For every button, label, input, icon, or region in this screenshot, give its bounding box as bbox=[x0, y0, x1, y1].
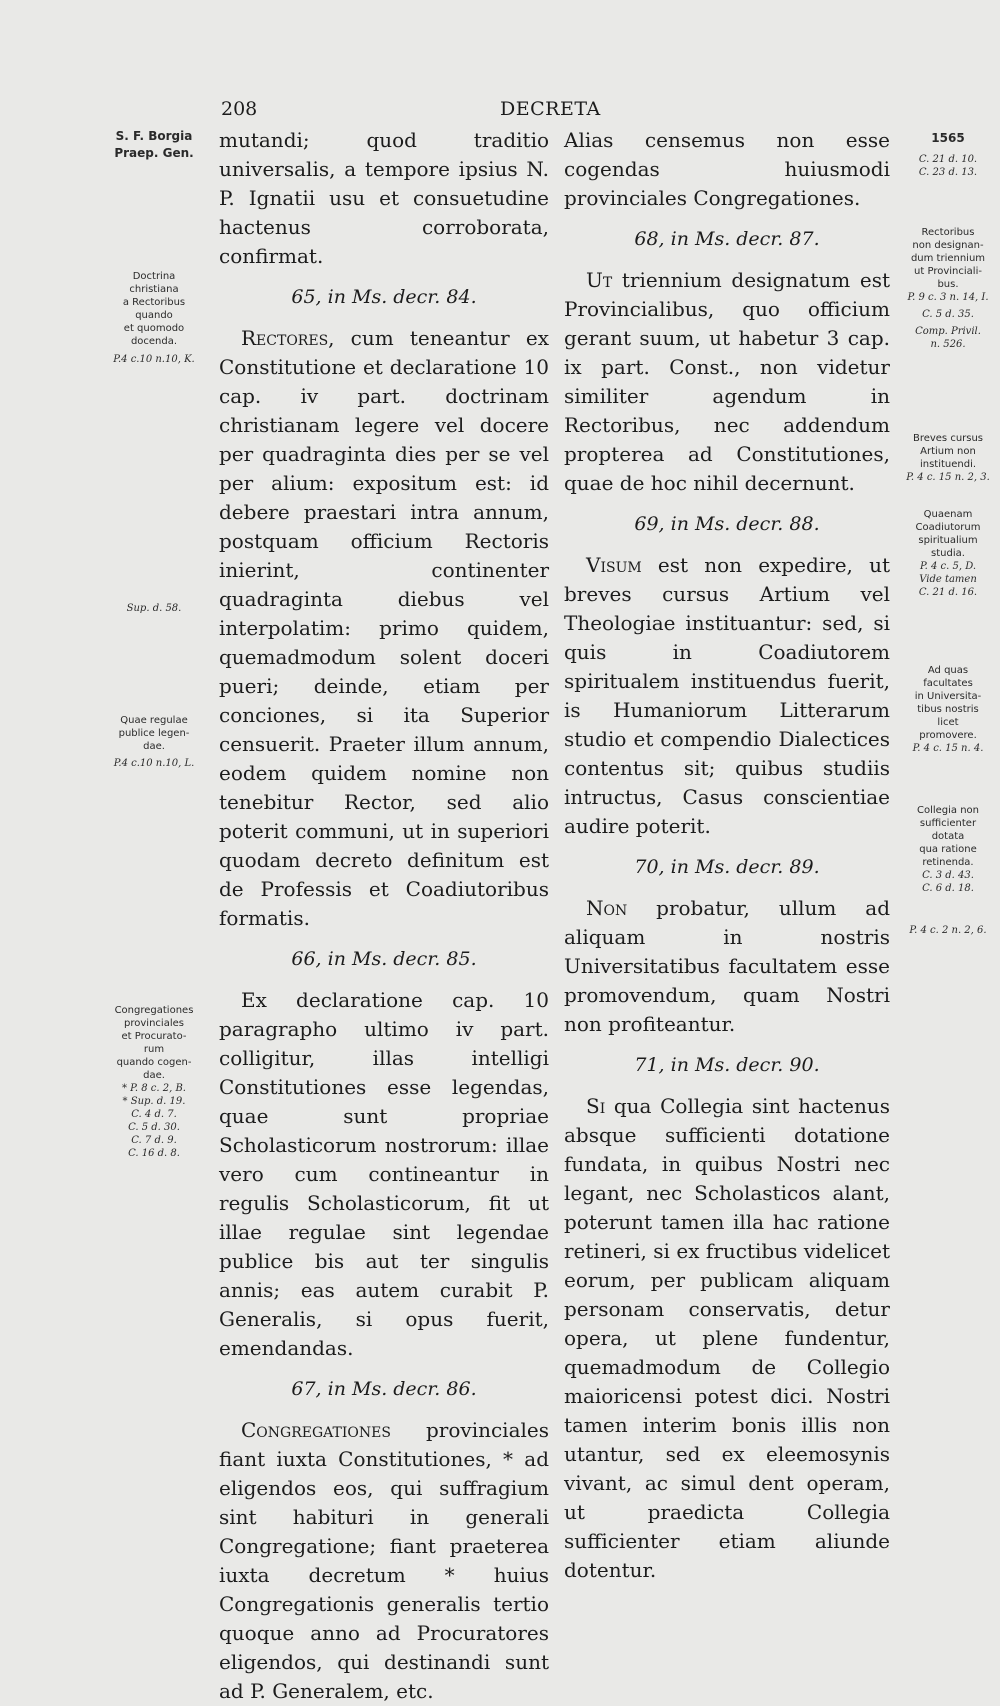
margin-ref: C. 3 d. 43. bbox=[922, 870, 974, 881]
margin-note-line: facultates bbox=[923, 678, 973, 689]
margin-ref: Comp. Privil. bbox=[915, 326, 981, 337]
margin-author-line: Praep. Gen. bbox=[114, 146, 194, 160]
margin-ref: C. 16 d. 8. bbox=[128, 1148, 180, 1159]
paragraph-text: triennium designatum est Provincialibus, quo officium gerant suum, ut habetur 3 cap. ix part. Const., non videtur similiter agendum in Rectoribus, nec addendum propterea ad Constitutiones, quae de hoc nihil decernunt. bbox=[564, 268, 890, 495]
margin-note-breves bbox=[902, 432, 994, 484]
margin-note-line: Quae regulae bbox=[120, 715, 188, 726]
margin-note-line: in Universita- bbox=[914, 691, 982, 702]
margin-note-line: sufficienter bbox=[919, 818, 977, 829]
paragraph-text: est non expedire, ut breves cursus Artium vel Theologiae instituantur: sed, si quis in Coadiutorem spiritualem instituendus fuerit, is Humaniorum Litterarum studio et compendio Dialectices contentus sit; quibus studiis intructus, Casus conscientiae audire poterit. bbox=[564, 553, 890, 838]
margin-note-line: quando cogen- bbox=[116, 1057, 192, 1068]
margin-ref: C. 21 d. 10. bbox=[918, 154, 978, 165]
running-title: DECRETA bbox=[500, 98, 601, 120]
paragraph-initial: Si bbox=[586, 1094, 606, 1118]
margin-author bbox=[100, 128, 208, 162]
margin-note-line: publice legen- bbox=[118, 728, 190, 739]
margin-note-line: tibus nostris bbox=[917, 704, 979, 715]
decree-heading-69: 69, in Ms. decr. 88. bbox=[634, 513, 820, 535]
margin-note-line: licet bbox=[937, 717, 959, 728]
decree-heading-67: 67, in Ms. decr. 86. bbox=[291, 1378, 477, 1400]
margin-note-line: quando bbox=[135, 310, 173, 321]
margin-note-line: Artium non bbox=[920, 446, 976, 457]
margin-ref: P. 4 c. 5, D. bbox=[919, 561, 977, 572]
page-header bbox=[0, 98, 1000, 128]
paragraph-70 bbox=[564, 894, 890, 1039]
text-column-left bbox=[219, 126, 549, 1706]
margin-ref: C. 21 d. 16. bbox=[918, 587, 978, 598]
margin-ref: P.4 c.10 n.10, L. bbox=[113, 758, 195, 769]
margin-ref: * P. 8 c. 2, B. bbox=[122, 1083, 186, 1094]
margin-ref: C. 7 d. 9. bbox=[131, 1135, 177, 1146]
margin-ref: C. 23 d. 13. bbox=[918, 167, 978, 178]
margin-ref: P. 9 c. 3 n. 14, I. bbox=[907, 292, 989, 303]
paragraph-text: cum teneantur ex Constitutione et declaratione 10 cap. iv part. doctrinam christianam legere vel docere per quadraginta dies per se vel per alium: expositum est: id debere praestari intra annum, postquam officium Rectoris inierint, continenter quadraginta diebus vel interpolatim: primo quidem, quemadmodum solent doceri pueri; deinde, etiam per conciones, si ita Superior censuerit. Praeter illum annum, eodem quidem nomine non tenebitur Rector, sed alio poterit communi, ut in superiori quodam decreto definitum est de Professis et Coadiutoribus formatis. bbox=[219, 326, 549, 930]
margin-note-doctrina bbox=[100, 270, 208, 366]
margin-ref: Vide tamen bbox=[919, 574, 977, 585]
margin-note-last bbox=[902, 924, 994, 937]
margin-note-rectoribus bbox=[902, 226, 994, 351]
page-number: 208 bbox=[221, 98, 258, 120]
paragraph-65 bbox=[219, 324, 549, 933]
margin-ref: P. 4 c. 15 n. 4. bbox=[912, 743, 984, 754]
margin-note-sup bbox=[100, 602, 208, 615]
margin-ref: P.4 c.10 n.10, K. bbox=[113, 354, 195, 365]
margin-note-line: promovere. bbox=[919, 730, 977, 741]
margin-note-line: studia. bbox=[931, 548, 965, 559]
paragraph-68 bbox=[564, 266, 890, 498]
margin-note-line: et quomodo bbox=[123, 323, 185, 334]
margin-note-line: provinciales bbox=[124, 1018, 184, 1029]
margin-note-line: dotata bbox=[931, 831, 965, 842]
margin-ref: C. 6 d. 18. bbox=[922, 883, 974, 894]
margin-note-line: Ad quas bbox=[927, 665, 969, 676]
margin-year-text: 1565 bbox=[931, 131, 965, 145]
margin-ref: C. 4 d. 7. bbox=[131, 1109, 177, 1120]
paragraph-67 bbox=[219, 1416, 549, 1706]
margin-ref: C. 5 d. 35. bbox=[922, 309, 974, 320]
paragraph-initial: Visum bbox=[586, 553, 642, 577]
margin-ref: P. 4 c. 2 n. 2, 6. bbox=[909, 925, 987, 936]
paragraph-continuation: mutandi; quod traditio universalis, a tempore ipsius N. P. Ignatii usu et consuetudine hactenus corroborata, confirmat. bbox=[219, 128, 549, 268]
decree-heading-71: 71, in Ms. decr. 90. bbox=[634, 1054, 820, 1076]
margin-note-line: Collegia non bbox=[916, 805, 980, 816]
margin-year bbox=[902, 130, 994, 179]
margin-ref: C. 5 d. 30. bbox=[128, 1122, 180, 1133]
paragraph-text: qua Collegia sint hactenus absque sufficienti dotatione fundata, in quibus Nostri nec legant, nec Scholasticos alant, poterunt tamen illa hac ratione retineri, si ex fructibus videlicet eorum, per publicam aliquam personam conservatis, detur opera, ut plene fundentur, quemadmodum de Collegio maioricensi potest dici. Nostri tamen interim bonis illis non utantur, sed ex eleemosynis vivant, ac simul dent operam, ut praedicta Collegia sufficienter etiam aliunde dotentur. bbox=[564, 1094, 890, 1582]
margin-note-congregationes bbox=[100, 1004, 208, 1160]
margin-note-quaenam bbox=[902, 508, 994, 599]
margin-note-line: qua ratione bbox=[919, 844, 977, 855]
margin-note-adquas bbox=[902, 664, 994, 755]
decree-heading-66: 66, in Ms. decr. 85. bbox=[291, 948, 477, 970]
paragraph-initial: Non bbox=[586, 896, 628, 920]
margin-note-line: dae. bbox=[143, 741, 165, 752]
margin-note-line: rum bbox=[143, 1044, 165, 1055]
paragraph-continuation: Alias censemus non esse cogendas huiusmodi provinciales Congregationes. bbox=[564, 128, 890, 210]
margin-note-line: ut Provinciali- bbox=[914, 266, 982, 277]
margin-note-regulae bbox=[100, 714, 208, 770]
margin-author-line: S. F. Borgia bbox=[115, 129, 193, 143]
margin-note-collegia bbox=[902, 804, 994, 895]
paragraph-text: provinciales fiant iuxta Constitutiones, * ad eligendos eos, qui suffragium sint habituri in generali Congregatione; fiant praeterea iuxta decretum * huius Congregationis generalis tertio quoque anno ad Procuratores eligendos, qui destinandi sunt ad P. Generalem, etc. bbox=[219, 1418, 549, 1703]
margin-note-line: dum triennium bbox=[910, 253, 986, 264]
decree-heading-70: 70, in Ms. decr. 89. bbox=[634, 856, 820, 878]
decree-heading-68: 68, in Ms. decr. 87. bbox=[634, 228, 820, 250]
paragraph-66: Ex declaratione cap. 10 paragrapho ultimo iv part. colligitur, illas intelligi Constitutiones esse legendas, quae sunt propriae Scholasticorum nostrorum: illae vero cum contineantur in regulis Scholasticorum, fit ut illae regulae sint legendae publice bis aut ter singulis annis; eas autem curabit P. Generalis, si opus fuerit, emendandas. bbox=[219, 988, 549, 1360]
margin-ref: * Sup. d. 19. bbox=[122, 1096, 186, 1107]
margin-note-line: non designan- bbox=[912, 240, 984, 251]
paragraph-71 bbox=[564, 1092, 890, 1585]
margin-note-line: et Procurato- bbox=[121, 1031, 187, 1042]
margin-ref: P. 4 c. 15 n. 2, 3. bbox=[906, 472, 990, 483]
paragraph-initial: Ut bbox=[586, 268, 613, 292]
margin-note-line: christiana bbox=[129, 284, 179, 295]
margin-ref: Sup. d. 58. bbox=[126, 603, 182, 614]
margin-note-line: docenda. bbox=[130, 336, 178, 347]
paragraph-initial: Congregationes bbox=[241, 1418, 391, 1442]
margin-note-line: dae. bbox=[143, 1070, 165, 1081]
margin-note-line: bus. bbox=[937, 279, 959, 290]
margin-note-line: Coadiutorum bbox=[915, 522, 981, 533]
paragraph-69 bbox=[564, 551, 890, 841]
decree-heading-65: 65, in Ms. decr. 84. bbox=[291, 286, 477, 308]
margin-note-line: Rectoribus bbox=[921, 227, 975, 238]
margin-note-line: spiritualium bbox=[918, 535, 978, 546]
margin-note-line: instituendi. bbox=[919, 459, 977, 470]
margin-note-line: Doctrina bbox=[132, 271, 176, 282]
margin-note-line: a Rectoribus bbox=[122, 297, 186, 308]
paragraph-text: probatur, ullum ad aliquam in nostris Universitatibus facultatem esse promovendum, quam Nostri non profiteantur. bbox=[564, 896, 890, 1036]
margin-note-line: Quaenam bbox=[923, 509, 973, 520]
margin-ref: n. 526. bbox=[930, 339, 966, 350]
margin-note-line: Congregationes bbox=[114, 1005, 194, 1016]
margin-note-line: retinenda. bbox=[922, 857, 974, 868]
text-column-right bbox=[564, 126, 890, 1585]
paragraph-initial: Rectores, bbox=[241, 326, 335, 350]
margin-note-line: Breves cursus bbox=[912, 433, 984, 444]
